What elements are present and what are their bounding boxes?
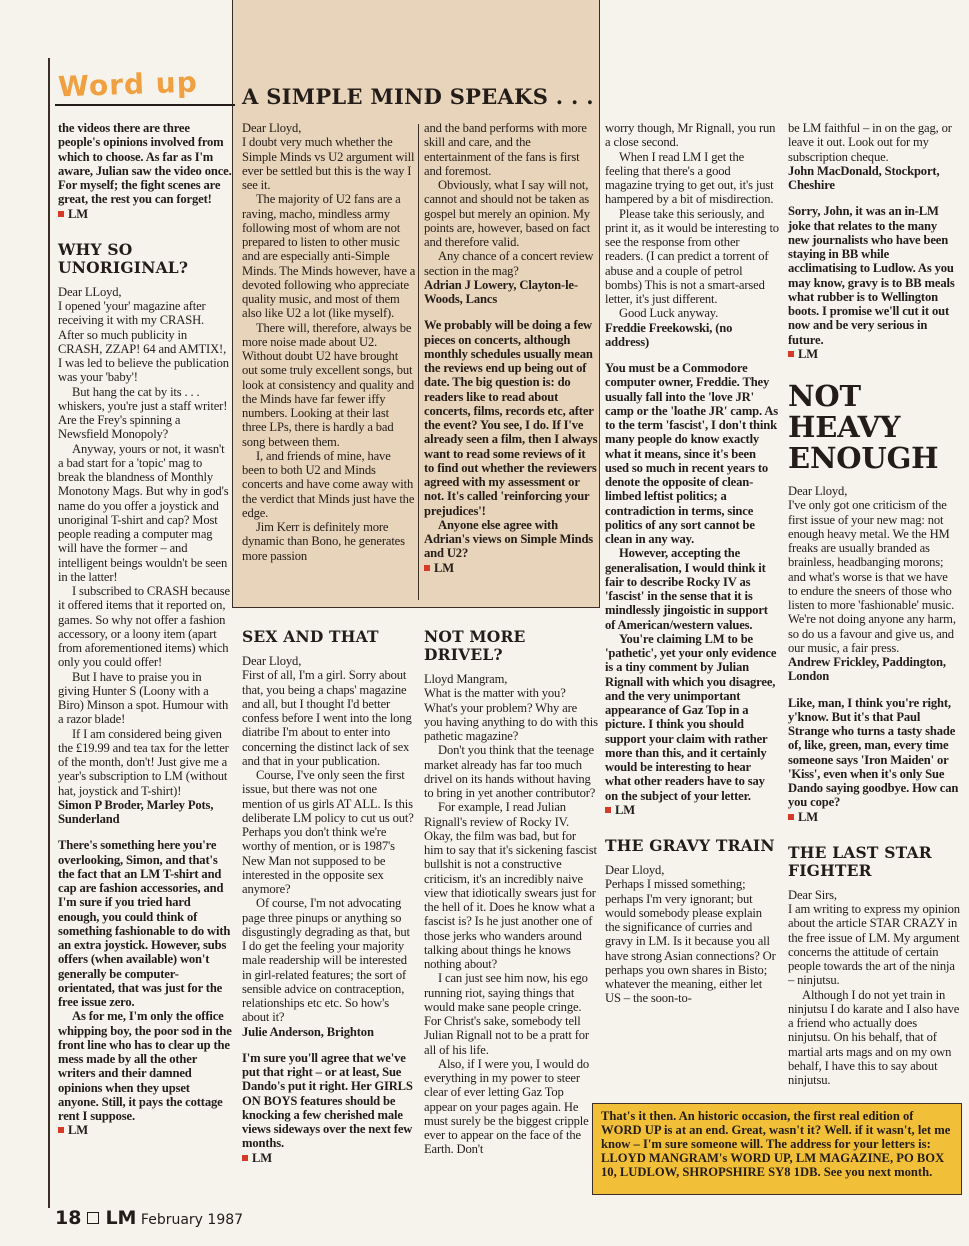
left-rule (48, 58, 50, 1208)
paragraph: Of course, I'm not advocating page three pinups or anything so disgustingly degrading as that, but I do get the feeling your majority male readership will be interested in girl-related features; the sort of sensible advice on contraception, relationships etc etc. So how's about it? (242, 896, 410, 1025)
letter-heading: NOT HEAVY ENOUGH (788, 379, 939, 475)
lm-signoff: LM (788, 347, 960, 361)
paragraph: I can just see him now, his ego running riot, saying things that would make sane people cringe. For Christ's sake, somebody tell Julian Rignall not to be a pratt for all of his life. (424, 971, 589, 1057)
editor-reply: Like, man, I think you're right, y'know. But it's that Paul Strange who turns a tasty shade of, like, green, man, every time someone says 'Iron Maiden' or 'Kiss', even when it's only Sue Dando saying goodbye. How can you cope? (788, 695, 959, 810)
paragraph: Dear Sirs, (788, 887, 837, 902)
lm-signoff: LM (788, 810, 960, 824)
column-1 (58, 121, 232, 1138)
lm-signoff: LM (605, 803, 779, 817)
letter-heading: THE GRAVY TRAIN (605, 836, 775, 855)
page-number: 18 (55, 1207, 82, 1229)
signature: Adrian J Lowery, Clayton-le-Woods, Lancs (424, 277, 578, 306)
word-up-logo: Word up (57, 65, 199, 104)
paragraph: What is the matter with you? What's your problem? Why are you having anything to do with this pathetic magazine? (424, 686, 598, 743)
letter-heading: WHY SO UNORIGINAL? (58, 239, 189, 277)
paragraph: When I read LM I get the feeling that there's a good magazine trying to get out, it's just hampered by a bit of misdirection. (605, 149, 774, 207)
logo-rule (55, 104, 235, 106)
editor-reply: I'm sure you'll agree that we've put that right – or at least, Sue Dando's put it right. Her GIRLS ON BOYS features should be knocking a few cherished male views sideways over the next few months. (242, 1050, 413, 1151)
signature: Julie Anderson, Brighton (242, 1024, 374, 1039)
editor-reply: We probably will be doing a few pieces on concerts, although monthly schedules usually mean the reviews end up being out of date. The big question is: do readers like to read about concerts, films, records etc, after the event? You see, I do. If I've already seen a film, then I always want to read some reviews of it to find out whether the reviewers agreed with my assessment or not. It's called 'reinforcing your prejudices'! (424, 318, 598, 518)
signature: Simon P Broder, Marley Pots, Sunderland (58, 797, 214, 826)
feature-title: A SIMPLE MIND SPEAKS . . . (242, 84, 594, 109)
editor-reply: There's something here you're overlooking, Simon, and that's the fact that an LM T-shirt and cap are fashion accessories, and I'm sure if you tried hard enough, you could think of something fashionable to do with an extra joystick. However, subs offers (when available) won't generally be computer-orientated, that was just for the free issue zero. (58, 838, 231, 1009)
signature: Andrew Frickley, Paddington, London (788, 655, 946, 684)
paragraph: I am writing to express my opinion about the article STAR CRAZY in the free issue of LM. My argument concerns the attitude of certain people towards the art of the ninja – ninjutsu. (788, 902, 960, 988)
paragraph: There will, therefore, always be more noise made about U2. Without doubt U2 have brought out some truly excellent songs, but look at consistency and quality and the Minds have far fewer iffy numbers. Looking at their last three LPs, there is hardly a bad song between them. (242, 320, 415, 449)
paragraph: Jim Kerr is definitely more dynamic than Bono, he generates more passion (242, 520, 405, 563)
paragraph: Dear LLoyd, (58, 284, 122, 299)
letter-heading: SEX AND THAT (242, 627, 379, 646)
letter-heading: THE LAST STAR FIGHTER (788, 842, 932, 880)
page-footer (55, 1207, 243, 1229)
column-4 (605, 121, 779, 1006)
paragraph: Lloyd Mangram, (424, 672, 508, 686)
editor-reply: You're claiming LM to be 'pathetic', yet your only evidence is a tiny comment by Julian Rignall with which you disagree, and the very unimportant appearance of Gaz Top in a picture. I think you should support your claim with rather more than this, and it certainly would be interesting to hear what other readers have to say on the subject of your letter. (605, 631, 777, 803)
lm-signoff: LM (58, 1123, 232, 1137)
issue-date: February 1987 (140, 1212, 244, 1228)
column-divider (418, 124, 419, 600)
paragraph: Don't you think that the teenage market already has far too much drivel on its hands without having to bring in yet another contributor? (424, 743, 596, 800)
paragraph: Dear Lloyd, (605, 863, 665, 877)
column-2-top (242, 121, 416, 563)
paragraph: I opened 'your' magazine after receiving it with my CRASH. After so much publicity in CRASH, ZZAP! 64 and AMTIX!, I was led to believe the publication was your 'baby'! (58, 299, 229, 385)
paragraph: The majority of U2 fans are a raving, macho, mindless army following most of whom are not prepared to listen to other music and are especially anti-Simple Minds. The Minds however, have a devoted following who appreciate quality music, and most of them also like U2 a lot (like myself). (242, 192, 416, 321)
letter-heading: NOT MORE DRIVEL? (424, 627, 526, 664)
lm-signoff: LM (58, 207, 232, 221)
editor-reply: Sorry, John, it was an in-LM joke that relates to the many new journalists who have been staying in BB while acclimatising to Ludlow. As you may know, gravy is to BB meals what rubber is to Wellington boots. I promise we'll cut it out now and be very serious in future. (788, 204, 955, 347)
paragraph: Dear Lloyd, (242, 654, 302, 668)
paragraph: Also, if I were you, I would do everything in my power to steer clear of ever letting Gaz Top appear on your pages again. He must surely be the biggest cripple ever to appear on the face of the Earth. Don't (424, 1056, 589, 1157)
paragraph: Perhaps I missed something; perhaps I'm very ignorant; but would somebody please explain the significance of curries and gravy in LM. Is it because you all have strong Asian connections? Or perhaps you own shares in Bisto; whatever the meaning, either let US – the soon-to- (605, 877, 776, 1006)
paragraph: worry though, Mr Rignall, you run a close second. (605, 121, 776, 150)
column-3-bottom (424, 608, 598, 1157)
lm-signoff: LM (242, 1151, 416, 1165)
paragraph: First of all, I'm a girl. Sorry about that, you being a chaps' magazine and all, but I thought I'd better confess before I went into the long diatribe I'm about to enter into concerning the distinct lack of sex and that in your publication. (242, 668, 412, 768)
editor-reply: However, accepting the generalisation, I would think it fair to describe Rocky IV as 'fascist' in the sense that it is mindlessly jingoistic in support of American/western values. (605, 546, 768, 632)
signature: Freddie Freekowski, (no address) (605, 320, 733, 349)
column-5 (788, 121, 960, 1087)
signature: the videos there are three people's opinions involved from which to choose. As far as I'm aware, Julian saw the video once. For myself; the fight scenes are great, the rest you can forget! (58, 121, 232, 207)
paragraph: I've only got one criticism of the first issue of your new mag: not enough heavy metal. We the HM freaks are usually branded as brainless, headbanging morons; and what's worse is that we have to endure the sneers of those who listen to more 'fashionable' music. We're not doing anyone any harm, so do us a favour and give us, and our music, a fair press. (788, 498, 956, 655)
paragraph: Course, I've only seen the first issue, but there was not one mention of us girls AT ALL. Is this deliberate LM policy to cut us out? Perhaps you don't think we're worthy of mention, or is 1987's New Man not supposed to be interested in the opposite sex anymore? (242, 768, 414, 896)
paragraph: Obviously, what I say will not, cannot and should not be taken as gospel but merely an opinion. My points are, however, based on fact and therefore valid. (424, 178, 591, 249)
paragraph: If I am considered being given the £19.99 and tea tax for the letter of the month, don't! Just give me a year's subscription to LM (without hat, joystick and T-shirt)! (58, 726, 229, 798)
paragraph: But I have to praise you in giving Hunter S (Loony with a Biro) Minson a spot. Humour with a razor blade! (58, 669, 229, 727)
magazine-brand: LM (105, 1207, 137, 1229)
column-3-top (424, 121, 598, 575)
paragraph: I, and friends of mine, have been to both U2 and Minds concerts and have come away with the verdict that Minds just have the edge. (242, 448, 415, 520)
paragraph: I doubt very much whether the Simple Minds vs U2 argument will ever be settled but this is the way I see it. (242, 135, 415, 192)
editor-reply: You must be a Commodore computer owner, Freddie. They usually fall into the 'love JR' camp or the 'loathe JR' camp. As to the term 'fascist', I don't think many people do know exactly what it means, since it's been used so much in recent years to denote the opposite of clean-limbed leftist politics; a contradiction in terms, since politics of any sort cannot be clean in any way. (605, 361, 779, 546)
paragraph: But hang the cat by its . . . whiskers, you're just a staff writer! Are the Frey's spinning a Newsfield Monopoly? (58, 384, 228, 442)
editor-reply: Anyone else agree with Adrian's views on Simple Minds and U2? (424, 517, 594, 561)
editor-reply: As for me, I'm only the office whipping boy, the poor sod in the front line who has to clear up the mess made by all the other writers and their damned opinions when they upset anyone. Still, it pays the cottage rent I suppose. (58, 1009, 232, 1123)
paragraph: Although I do not yet train in ninjutsu I do karate and I also have a friend who actually does ninjutsu. On his behalf, that of martial arts mags and on my own behalf, I have this to say about ninjutsu. (788, 987, 960, 1087)
paragraph: I subscribed to CRASH because it offered items that it reported on, games. So why not offer a fashion accessory, or a loony item (apart from aforementioned items) which only you could offer! (58, 584, 230, 670)
paragraph: Good Luck anyway. (619, 306, 719, 321)
signature: John MacDonald, Stockport, Cheshire (788, 163, 940, 192)
square-icon (87, 1212, 99, 1224)
paragraph: and the band performs with more skill and care, and the entertainment of the fans is first and foremost. (424, 121, 587, 178)
paragraph: Any chance of a concert review section in the mag? (424, 249, 594, 278)
paragraph: For example, I read Julian Rignall's review of Rocky IV. Okay, the film was bad, but for him to say that it's sickening fascist bullshit is not a constructive criticism, it's an incredibly naive view that idiotically swears just for the hell of it. Does he know what a fascist is? Is he just another one of those jerks who wanders around talking about things he knows nothing about? (424, 800, 597, 971)
paragraph: Dear Lloyd, (788, 484, 848, 498)
paragraph: Dear Lloyd, (242, 121, 302, 135)
closing-note-box: That's it then. An historic occasion, the first real edition of WORD UP is at an end. Great, wasn't it? Well. if it wasn't, let me know – I'm sure someone will. The address for your letters is: LLOYD MANGRAM's WORD UP, LM MAGAZINE, PO BOX 10, LUDLOW, SHROPSHIRE SY8 1DB. See you next month. (592, 1103, 962, 1195)
paragraph: be LM faithful – in on the gag, or leave it out. Look out for my subscription cheque. (788, 121, 952, 164)
paragraph: Anyway, yours or not, it wasn't a bad start for a 'topic' mag to break the blandness of Monthly Monotony Mags. But why in god's name do you offer a joystick and unoriginal T-shirt and cap? Most people reading a computer mag will have the former – and intelligent beings wouldn't be seen in the latter! (58, 441, 229, 584)
paragraph: Please take this seriously, and print it, as it would be interesting to see the response from other readers. (I can predict a torrent of abuse and a couple of petrol bombs) This is not a smart-arsed letter, it's just different. (605, 206, 779, 306)
column-2-bottom (242, 608, 416, 1165)
lm-signoff: LM (424, 561, 598, 575)
